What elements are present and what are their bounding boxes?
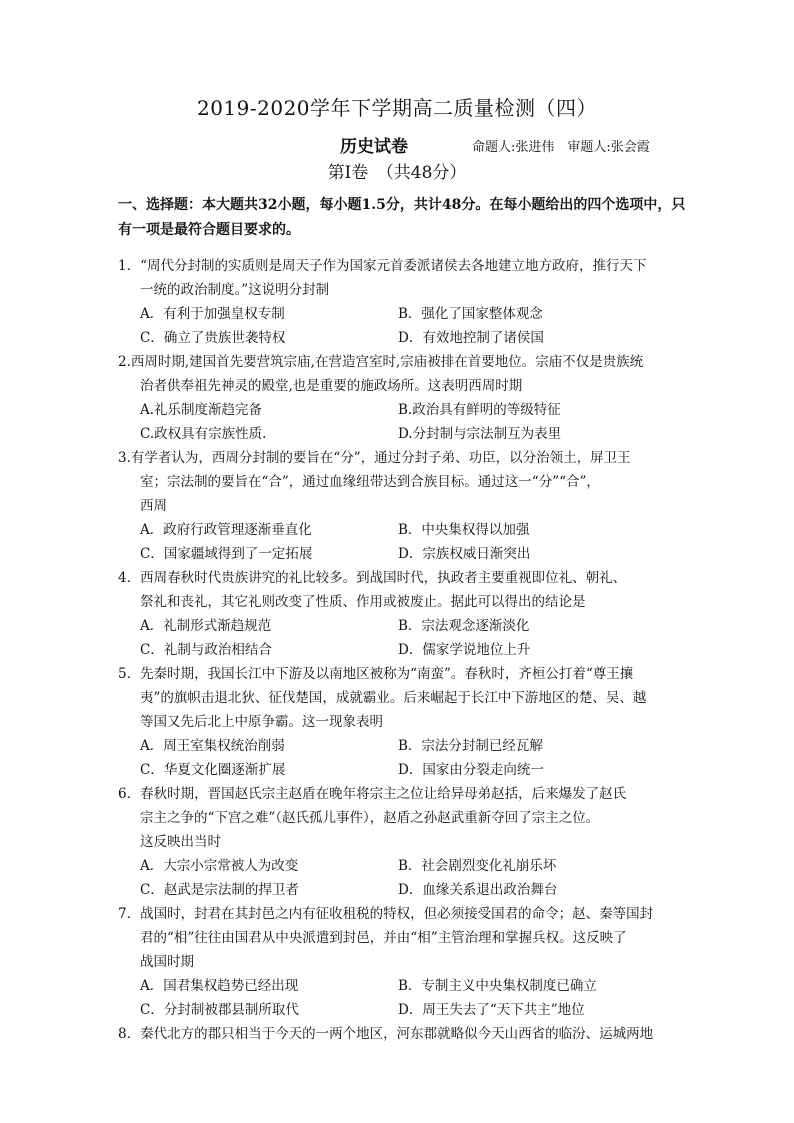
authors-line: 命题人:张进伟 审题人:张会霞 [472, 140, 650, 155]
question-stem: 4．西周春秋时代贵族讲究的礼比较多。到战国时代，执政者主要重视即位礼、朝礼、 [118, 570, 627, 586]
question-stem: 祭礼和丧礼，其它礼则改变了性质、作用或被废止。据此可以得出的结论是 [140, 594, 586, 610]
subject-title: 历史试卷 [340, 137, 408, 157]
option-d: D．宗族权威日渐突出 [398, 546, 531, 562]
question-stem: 治者供奉祖先神灵的殿堂,也是重要的施政场所。这表明西周时期 [140, 378, 523, 394]
option-d: D．儒家学说地位上升 [398, 642, 531, 658]
option-a: A．有利于加强皇权专制 [140, 306, 285, 322]
question-stem: 1．“周代分封制的实质则是周天子作为国家元首委派诸侯去各地建立地方政府，推行天下 [118, 258, 647, 274]
option-b: B．中央集权得以加强 [398, 522, 530, 538]
question-stem: 室；宗法制的要旨在“合”，通过血缘纽带达到合族目标。通过这一“分”“合”， [140, 474, 600, 490]
option-a: A．礼制形式渐趋规范 [140, 618, 272, 634]
options-row [118, 878, 688, 902]
options-row [118, 974, 688, 998]
option-c: C．确立了贵族世袭特权 [140, 330, 286, 346]
question-stem: 西周 [140, 498, 167, 514]
options-row [118, 542, 688, 566]
question-stem: 7．战国时，封君在其封邑之内有征收租税的特权，但必须接受国君的命令；赵、秦等国封 [118, 906, 654, 922]
question-stem: 5．先秦时期，我国长江中下游及以南地区被称为“南蛮”。春秋时，齐桓公打着“尊王攘 [118, 666, 634, 682]
options-row [118, 326, 688, 350]
question-4 [118, 566, 688, 662]
option-b: B．专制主义中央集权制度已确立 [398, 978, 597, 994]
exam-title: 2019-2020学年下学期高二质量检测（四） [196, 96, 598, 120]
option-c: C．分封制被郡县制所取代 [140, 1002, 299, 1018]
option-c: C.政权具有宗族性质. [140, 426, 267, 442]
question-stem: 一统的政治制度。”这说明分封制 [140, 282, 330, 298]
question-7 [118, 902, 688, 1022]
section-instructions: 一、选择题：本大题共32小题，每小题1.5分，共计48分。在每小题给出的四个选项中，只有一项是最符合题目要求的。 [118, 197, 686, 238]
question-stem: 2.西周时期,建国首先要营筑宗庙,在营造宫室时,宗庙被排在首要地位。宗庙不仅是贵族统 [118, 354, 644, 370]
options-row [118, 734, 688, 758]
volume-title: 第Ⅰ卷 （共48分） [327, 163, 467, 183]
option-d: D．周王失去了“天下共主”地位 [398, 1002, 585, 1018]
option-d: D.分封制与宗法制互为表里 [398, 426, 562, 442]
options-row [118, 854, 688, 878]
question-stem: 宗主之争的“下宫之难”（赵氏孤儿事件），赵盾之孙赵武重新夺回了宗主之位。 [140, 810, 600, 826]
question-stem: 夷”的旗帜击退北狄、征伐楚国，成就霸业。后来崛起于长江中下游地区的楚、吴、越 [140, 690, 647, 706]
question-stem: 这反映出当时 [140, 834, 221, 850]
option-a: A．政府行政管理逐渐垂直化 [140, 522, 312, 538]
options-row [118, 422, 688, 446]
option-a: A．大宗小宗常被人为改变 [140, 858, 299, 874]
option-b: B．宗法分封制已经瓦解 [398, 738, 543, 754]
question-2 [118, 350, 688, 446]
option-c: C．国家疆域得到了一定拓展 [140, 546, 313, 562]
options-row [118, 302, 688, 326]
options-row [118, 518, 688, 542]
options-row [118, 398, 688, 422]
options-row [118, 998, 688, 1022]
question-stem: 等国又先后北上中原争霸。这一现象表明 [140, 714, 383, 730]
question-stem: 战国时期 [140, 954, 194, 970]
question-3 [118, 446, 688, 566]
options-row [118, 638, 688, 662]
option-a: A．周王室集权统治削弱 [140, 738, 285, 754]
option-c: C．华夏文化圈逐渐扩展 [140, 762, 286, 778]
option-b: B．强化了国家整体观念 [398, 306, 543, 322]
option-a: A．国君集权趋势已经出现 [140, 978, 299, 994]
options-row [118, 758, 688, 782]
option-c: C．礼制与政治相结合 [140, 642, 272, 658]
option-c: C．赵武是宗法制的捍卫者 [140, 882, 299, 898]
option-d: D．血缘关系退出政治舞台 [398, 882, 558, 898]
question-stem: 6．春秋时期，晋国赵氏宗主赵盾在晚年将宗主之位让给异母弟赵括，后来爆发了赵氏 [118, 786, 627, 802]
options-row [118, 614, 688, 638]
option-d: D．有效地控制了诸侯国 [398, 330, 544, 346]
question-stem: 君的“相”往往由国君从中央派遣到封邑，并由“相”主管治理和掌握兵权。这反映了 [140, 930, 627, 946]
option-b: B.政治具有鲜明的等级特征 [398, 402, 561, 418]
option-b: B．社会剧烈变化礼崩乐坏 [398, 858, 557, 874]
option-b: B．宗法观念逐渐淡化 [398, 618, 530, 634]
question-1 [118, 254, 688, 350]
question-6 [118, 782, 688, 902]
option-a: A.礼乐制度渐趋完备 [140, 402, 263, 418]
question-stem: 8．秦代北方的郡只相当于今天的一两个地区，河东郡就略似今天山西省的临汾、运城两地 [118, 1026, 654, 1042]
option-d: D．国家由分裂走向统一 [398, 762, 544, 778]
question-stem: 3.有学者认为，西周分封制的要旨在“分”，通过分封子弟、功臣，以分治领土，屏卫王 [118, 450, 631, 466]
subtitle-row [0, 132, 794, 156]
question-8 [118, 1022, 688, 1046]
question-5 [118, 662, 688, 782]
